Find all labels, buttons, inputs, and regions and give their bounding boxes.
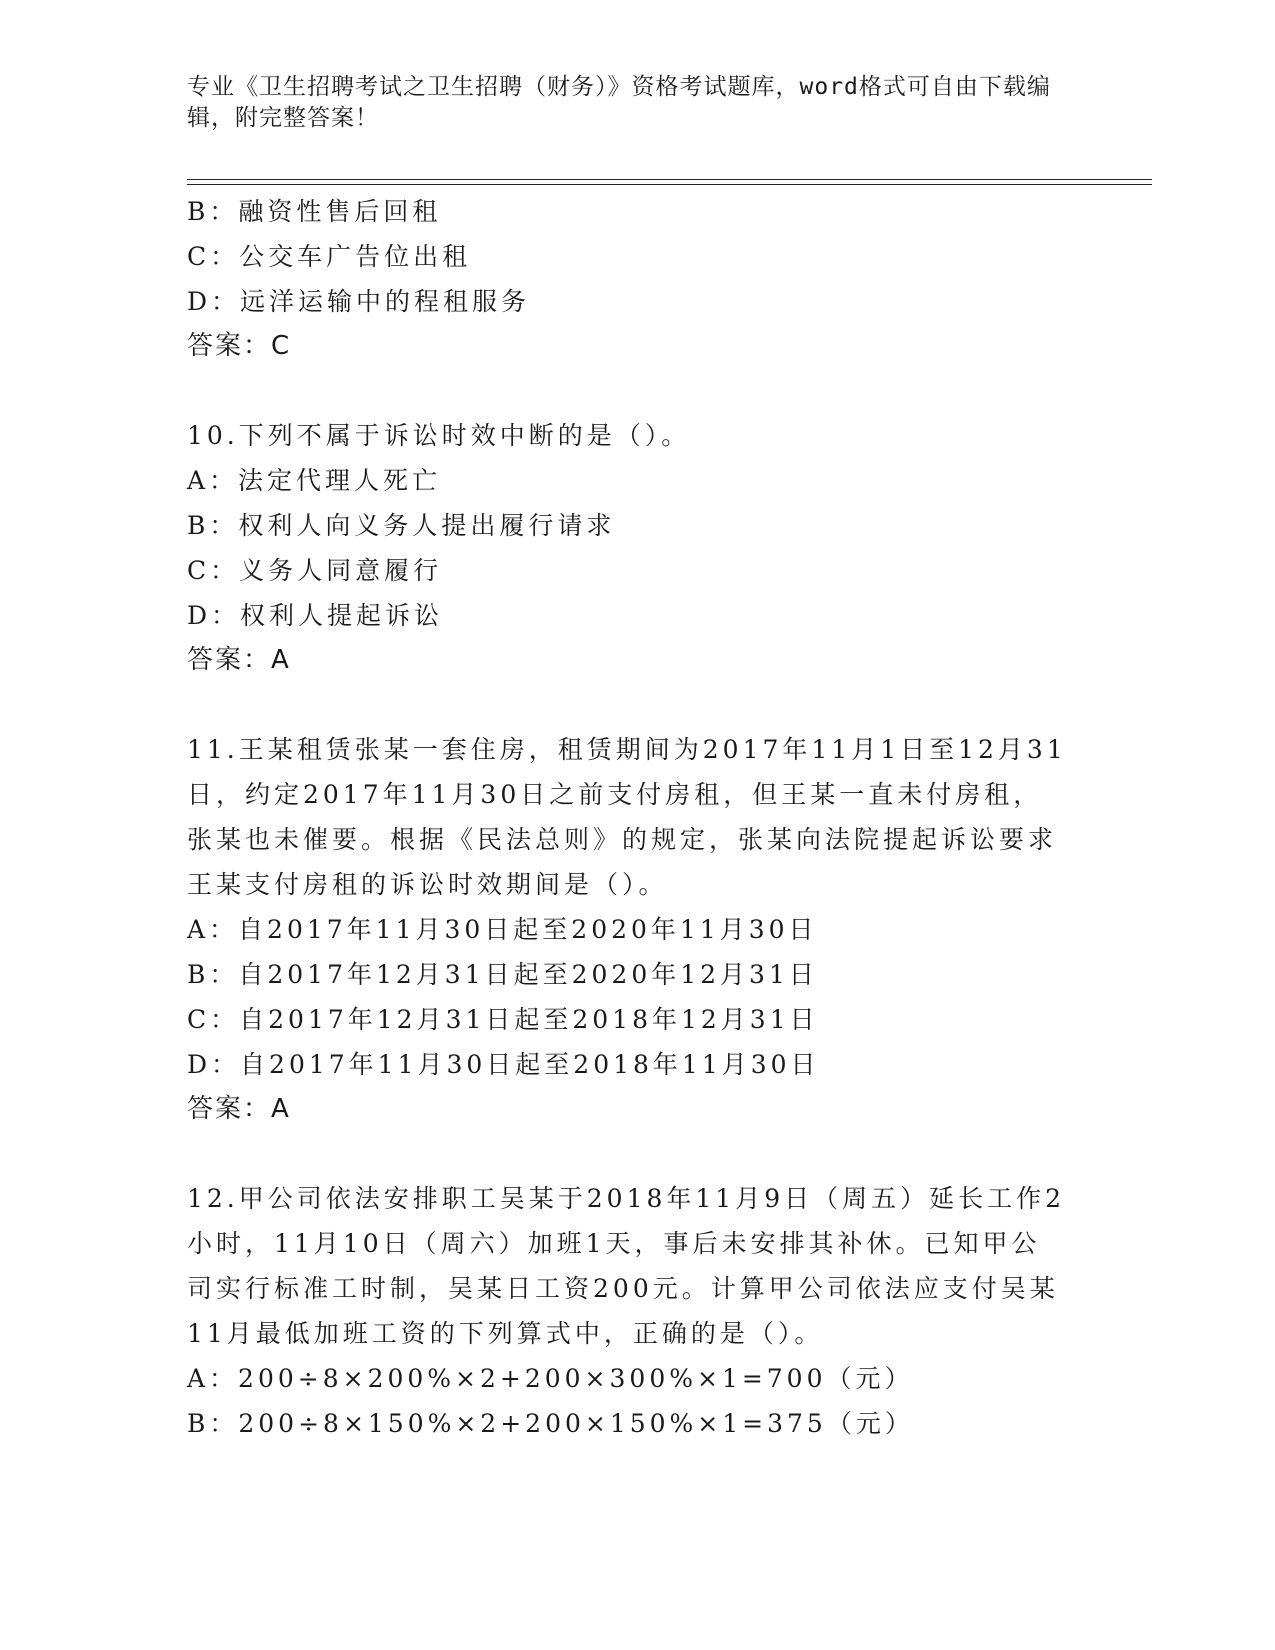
- answer-line: 答案：A: [187, 1094, 291, 1124]
- question-12: [187, 1176, 1087, 1446]
- header-divider-top: [187, 179, 1152, 180]
- answer-line: 答案：C: [187, 331, 292, 361]
- answer-line: 答案：A: [187, 645, 291, 675]
- question-text: 11.王某租赁张某一套住房，租赁期间为2017年11月1日至12月31日，约定2017年11月30日之前支付房租，但王某一直未付房租，张某也未催要。根据《民法总则》的规定，张某向法院提起诉讼要求王某支付房租的诉讼时效期间是（）。: [187, 735, 1067, 899]
- question-text: 12.甲公司依法安排职工吴某于2018年11月9日（周五）延长工作2小时，11月10日（周六）加班1天，事后未安排其补休。已知甲公司实行标准工时制，吴某日工资200元。计算甲公司依法应支付吴某11月最低加班工资的下列算式中，正确的是（）。: [187, 1184, 1066, 1348]
- option-d: D：自2017年11月30日起至2018年11月30日: [187, 1050, 820, 1079]
- option-b: B：融资性售后回租: [187, 197, 442, 226]
- spacer: [187, 683, 1087, 727]
- question-11: [187, 727, 1087, 1132]
- option-a: A：法定代理人死亡: [187, 466, 442, 495]
- option-c: C：自2017年12月31日起至2018年12月31日: [187, 1005, 819, 1034]
- option-c: C：公交车广告位出租: [187, 242, 472, 271]
- spacer: [187, 1132, 1087, 1176]
- question-10: [187, 413, 1087, 683]
- question-list: [187, 189, 1087, 1446]
- option-b: B：自2017年12月31日起至2020年12月31日: [187, 960, 818, 989]
- option-a: A：自2017年11月30日起至2020年11月30日: [187, 915, 818, 944]
- header-divider-bottom: [187, 184, 1152, 185]
- option-b: B：权利人向义务人提出履行请求: [187, 511, 616, 540]
- document-header: 专业《卫生招聘考试之卫生招聘（财务）》资格考试题库，word格式可自由下载编辑，附完整答案！: [187, 74, 1051, 131]
- option-d: D：远洋运输中的程租服务: [187, 287, 531, 316]
- option-a: A：200÷8×200%×2+200×300%×1=700（元）: [187, 1364, 914, 1393]
- question-9: [187, 189, 1087, 369]
- spacer: [187, 369, 1087, 413]
- question-text: 10.下列不属于诉讼时效中断的是（）。: [187, 421, 691, 450]
- option-c: C：义务人同意履行: [187, 556, 443, 585]
- option-b: B：200÷8×150%×2+200×150%×1=375（元）: [187, 1409, 914, 1438]
- option-d: D：权利人提起诉讼: [187, 601, 444, 630]
